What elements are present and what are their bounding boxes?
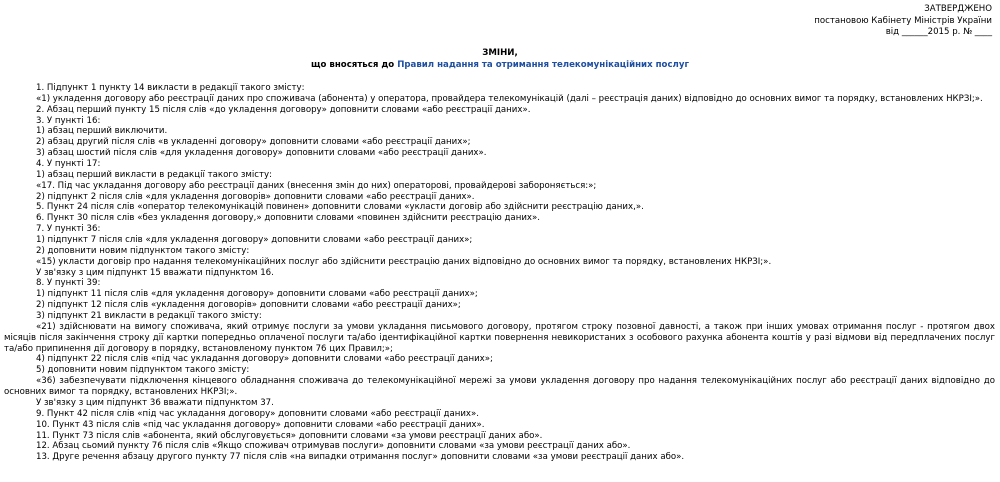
paragraph: «36) забезпечувати підключення кінцевого обладнання споживача до телекомунікаційної мережі за умови укладення договору про надання телекомунікаційних послуг або реєстрації даних відповідно до основних вимог та порядку, встановлених НКРЗІ;». [4,376,995,398]
approval-authority: постановою Кабінету Міністрів України [814,15,992,26]
paragraph: 9. Пункт 42 після слів «під час укладання договору» доповнити словами «або реєстрації даних». [36,408,480,419]
paragraph: 1) абзац перший виключити. [36,126,168,137]
paragraph: 1. Підпункт 1 пункту 14 викласти в редакції такого змісту: [36,83,305,93]
paragraph: 5. Пункт 24 після слів «оператор телекомунікацій повинен» доповнити словами «укласти договір або здійснити реєстрацію даних,». [36,202,644,213]
paragraph: 1) підпункт 7 після слів «для укладення договору» доповнити словами «або реєстрації даних»; [36,235,473,246]
paragraph: 2) доповнити новим підпунктом такого змісту: [36,245,250,256]
paragraph: «15) укласти договір про надання телекомунікаційних послуг або здійснити реєстрацію даних відповідно до основних вимог та порядку, встановлених НКРЗІ;». [36,256,772,267]
paragraph: 3) підпункт 21 викласти в редакції такого змісту: [36,311,262,322]
title-heading: ЗМІНИ, [482,48,518,58]
paragraph: У зв'язку з цим підпункт 36 вважати підпунктом 37. [36,397,274,408]
paragraph: «17. Під час укладання договору або реєстрації даних (внесення змін до них) операторові, провайдерові забороняється:»; [36,180,597,191]
paragraph: «21) здійснювати на вимогу споживача, який отримує послуги за умови укладання письмового договору, протягом строку позовної давності, а також при інших умовах отримання послуг - протягом двох місяців після закінчення строку дії картки попередньо оплаченої послуги та/або ідентифікаційної картки повернення невикористаних з особового рахунка абонента коштів у разі відмови від передплачених послуг та/або припинення дії договору в порядку, встановленому пунктом 76 цих Правил;»; [4,321,995,354]
document-title [0,48,1000,71]
paragraph: У зв'язку з цим підпункт 15 вважати підпунктом 16. [36,267,274,278]
paragraph: «1) укладення договору або реєстрації даних про споживача (абонента) у оператора, провайдера телекомунікацій (далі – реєстрація даних) відповідно до основних вимог та порядку, встановлених НКРЗІ;». [36,93,983,104]
paragraph: 4) підпункт 22 після слів «під час укладання договору» доповнити словами «або реєстрації даних»; [36,354,493,365]
paragraph: 13. Друге речення абзацу другого пункту 77 після слів «на випадки отримання послуг» доповнити словами «за умови реєстрації даних або». [36,452,685,463]
title-subtitle [0,60,1000,72]
paragraph: 3) абзац шостий після слів «для укладення договору» доповнити словами «або реєстрації даних». [36,148,487,159]
approval-label: ЗАТВЕРДЖЕНО [924,4,992,14]
paragraph: 5) доповнити новим підпунктом такого змісту: [36,365,250,376]
approval-date: від ______2015 р. № ____ [885,27,992,37]
paragraph: 2) підпункт 12 після слів «укладення договорів» доповнити словами «або реєстрації даних»; [36,300,461,311]
rules-link[interactable]: Правил надання та отримання телекомунікаційних послуг [397,59,689,70]
paragraph: 10. Пункт 43 після слів «під час укладання договору» доповнити словами «або реєстрації даних». [36,419,485,430]
paragraph: 2. Абзац перший пункту 15 після слів «до укладення договору» доповнити словами «або реєстрації даних». [36,104,531,115]
paragraph: 8. У пункті 39: [36,278,101,289]
paragraph: 7. У пункті 36: [36,224,101,235]
title-prefix: що вносяться до [311,59,398,70]
paragraph: 2) абзац другий після слів «в укладенні договору» доповнити словами «або реєстрації даних»; [36,137,471,148]
paragraph: 6. Пункт 30 після слів «без укладення договору,» доповнити словами «повинен здійснити реєстрацію даних». [36,213,540,224]
document-body [4,83,995,463]
paragraph: 1) підпункт 11 після слів «для укладення договору» доповнити словами «або реєстрації даних»; [36,289,478,300]
approval-stamp [814,4,992,39]
paragraph: 3. У пункті 16: [36,115,101,126]
paragraph: 4. У пункті 17: [36,159,101,170]
paragraph: 11. Пункт 73 після слів «абонента, який обслуговується» доповнити словами «за умови реєстрації даних або». [36,430,543,441]
paragraph: 1) абзац перший викласти в редакції такого змісту: [36,169,272,180]
paragraph: 12. Абзац сьомий пункту 76 після слів «Якщо споживач отримував послуги» доповнити словами «за умови реєстрації даних або». [36,441,631,452]
paragraph: 2) підпункт 2 після слів «для укладення договорів» доповнити словами «або реєстрації даних». [36,191,475,202]
